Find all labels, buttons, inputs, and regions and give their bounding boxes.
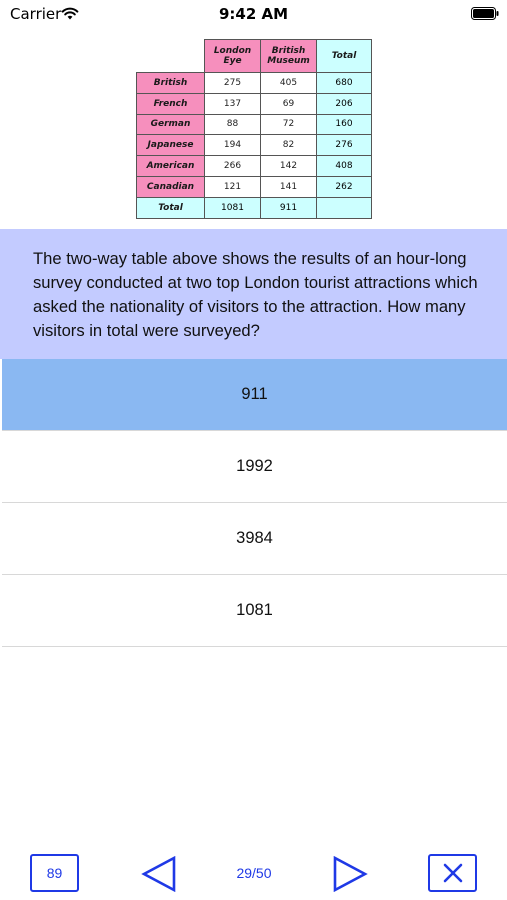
carrier-label: Carrier xyxy=(10,5,62,23)
triangle-left-icon[interactable] xyxy=(140,856,178,892)
answer-option-1[interactable]: 911 xyxy=(2,359,507,431)
battery-icon xyxy=(471,7,499,20)
question-panel xyxy=(0,229,507,359)
table-total-cell: 276 xyxy=(317,135,372,156)
table-total-cell: 408 xyxy=(317,156,372,177)
triangle-right-icon[interactable] xyxy=(331,856,369,892)
answer-option-3[interactable]: 3984 xyxy=(2,503,507,575)
table-total-cell: 206 xyxy=(317,93,372,114)
column-header-london-eye: London Eye xyxy=(205,40,261,73)
table-cell: 82 xyxy=(261,135,317,156)
answer-option-2[interactable]: 1992 xyxy=(2,431,507,503)
bottom-toolbar xyxy=(0,848,507,900)
answer-list xyxy=(2,359,507,647)
column-header-total: Total xyxy=(317,40,372,73)
table-cell: 266 xyxy=(205,156,261,177)
table-cell: 137 xyxy=(205,93,261,114)
table-cell: 121 xyxy=(205,176,261,197)
table-total-cell: 262 xyxy=(317,176,372,197)
row-header: Canadian xyxy=(137,176,205,197)
table-total-cell: 1081 xyxy=(205,197,261,218)
row-header: Japanese xyxy=(137,135,205,156)
table-row xyxy=(137,156,372,177)
table-cell: 194 xyxy=(205,135,261,156)
table-cell: 72 xyxy=(261,114,317,135)
close-icon xyxy=(442,862,464,884)
table-row xyxy=(137,73,372,94)
clock: 9:42 AM xyxy=(218,5,289,23)
score-button[interactable]: 89 xyxy=(30,854,79,892)
row-header: British xyxy=(137,73,205,94)
row-header: American xyxy=(137,156,205,177)
table-totals-row xyxy=(137,197,372,218)
progress-label: 29/50 xyxy=(236,865,272,881)
table-cell: 141 xyxy=(261,176,317,197)
table-cell: 405 xyxy=(261,73,317,94)
table-row xyxy=(137,114,372,135)
question-text: The two-way table above shows the results of an hour-long survey conducted at two top London tourist attractions which asked the nationality of visitors to the attraction. How many visitors in total were surveyed? xyxy=(33,249,478,340)
answer-option-4[interactable]: 1081 xyxy=(2,575,507,647)
row-header: French xyxy=(137,93,205,114)
table-total-cell: 680 xyxy=(317,73,372,94)
table-total-cell: 911 xyxy=(261,197,317,218)
row-header: German xyxy=(137,114,205,135)
table-total-cell: 160 xyxy=(317,114,372,135)
table-cell: 69 xyxy=(261,93,317,114)
close-button[interactable] xyxy=(428,854,477,892)
table-cell: 275 xyxy=(205,73,261,94)
column-header-british-museum: British Museum xyxy=(261,40,317,73)
table-row xyxy=(137,135,372,156)
table-row xyxy=(137,176,372,197)
table-corner xyxy=(137,40,205,73)
table-grand-total-cell xyxy=(317,197,372,218)
table-row xyxy=(137,93,372,114)
two-way-table xyxy=(136,39,372,219)
table-cell: 142 xyxy=(261,156,317,177)
table-cell: 88 xyxy=(205,114,261,135)
status-bar xyxy=(0,0,507,28)
row-header-total: Total xyxy=(137,197,205,218)
table-header-row xyxy=(137,40,372,73)
